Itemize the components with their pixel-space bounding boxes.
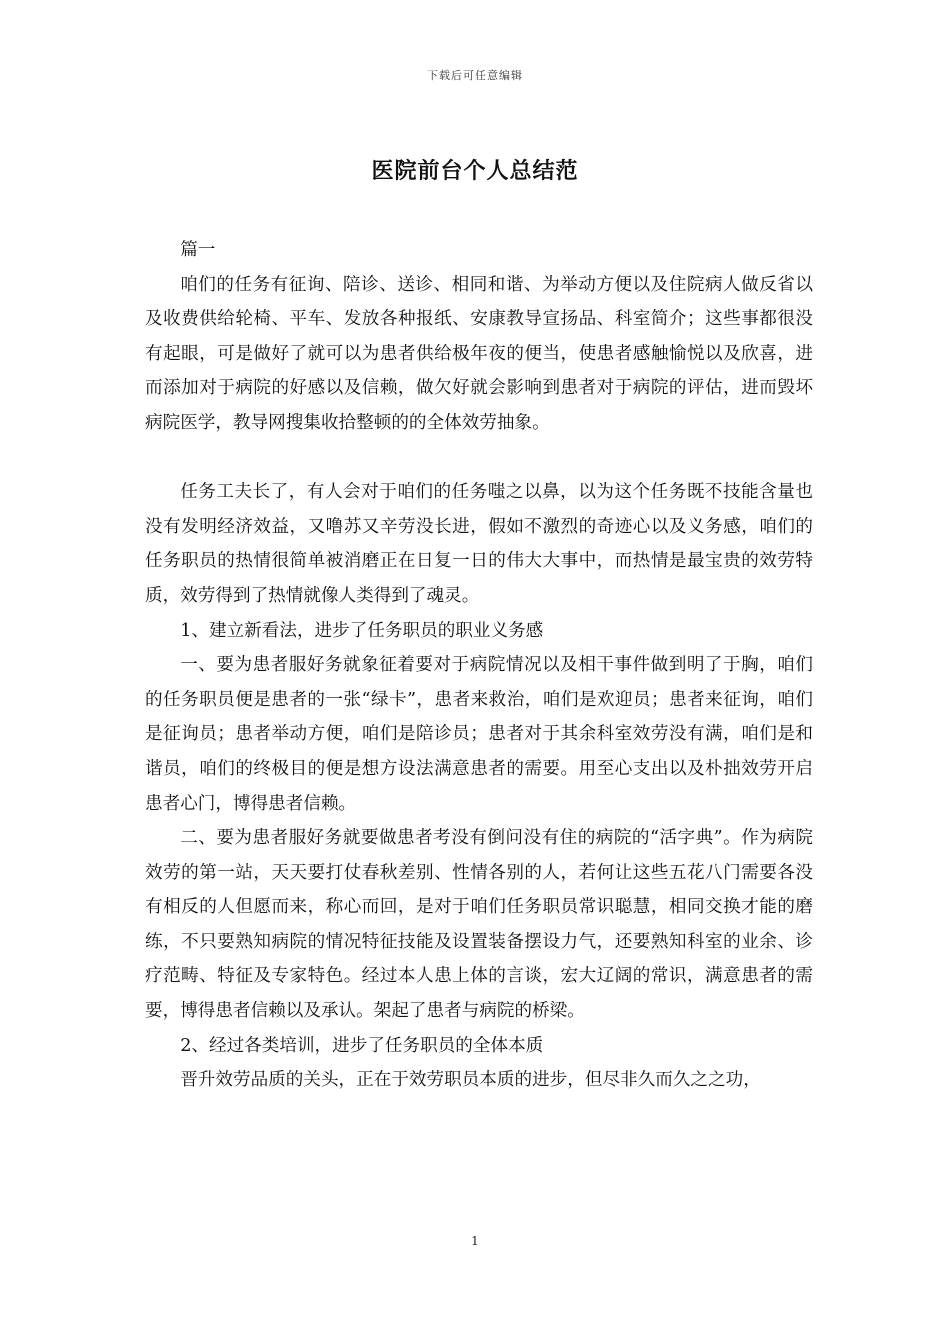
page-title: 医院前台个人总结范: [371, 158, 579, 184]
subheading-training: 2、经过各类培训，进步了任务职员的全体本质: [180, 1035, 544, 1056]
paragraph-duties: 咱们的任务有征询、陪诊、送诊、相同和谐、为举动方便以及住院病人做反省以及收费供给轮椅、平车、发放各种报纸、安康教导宣扬品、科室简介；这些事都很没有起眼，可是做好了就可以为患者供给极年夜的便当，使患者感触愉悦以及欣喜，进而添加对于病院的好感以及信赖，做欠好就会影响到患者对于病院的评估，进而毁坏病院医学，教导网搜集收拾整顿的的全体效劳抽象。: [145, 274, 813, 433]
paragraph-enthusiasm: 任务工夫长了，有人会对于咱们的任务嗤之以鼻，以为这个任务既不技能含量也没有发明经济效益，又噜苏又辛劳没长进，假如不激烈的奇迹心以及义务感，咱们的任务职员的热情很简单被消磨正在日复一日的伟大大事中，而热情是最宝贵的效劳特质，效劳得到了热情就像人类得到了魂灵。: [145, 482, 813, 606]
paragraph-living-dictionary: 二、要为患者服好务就要做患者考没有倒问没有住的病院的“活字典”。作为病院效劳的第一站，天天要打仗春秋差别、性情各别的人，若何让这些五花八门需要各没有相反的人但愿而来，称心而回，是对于咱们任务职员常识聪慧，相同交换才能的磨练，不只要熟知病院的情况特征技能及设置装备摆设力气，还要熟知科室的业余、诊疗范畴、特征及专家特色。经过本人患上体的言谈，宏大辽阔的常识，满意患者的需要，博得患者信赖以及承认。架起了患者与病院的桥梁。: [145, 828, 813, 1022]
paragraph-green-card: 一、要为患者服好务就象征着要对于病院情况以及相干事件做到明了于胸，咱们的任务职员便是患者的一张“绿卡”，患者来救治，咱们是欢迎员；患者来征询，咱们是征询员；患者举动方便，咱们是陪诊员；患者对于其余科室效劳没有满，咱们是和谐员，咱们的终极目的便是想方设法满意患者的需要。用至心支出以及朴拙效劳开启患者心门，博得患者信赖。: [145, 655, 813, 814]
document-body: [145, 233, 813, 1098]
header-note: 下载后可任意编辑: [427, 69, 523, 82]
subheading-new-perspective: 1、建立新看法，进步了任务职员的职业义务感: [180, 620, 544, 641]
section-heading-part-one: 篇一: [180, 240, 216, 260]
page-number: 1: [471, 1234, 479, 1248]
paragraph-service-quality: 晋升效劳品质的关头，正在于效劳职员本质的进步，但尽非久而久之之功，: [180, 1070, 761, 1091]
